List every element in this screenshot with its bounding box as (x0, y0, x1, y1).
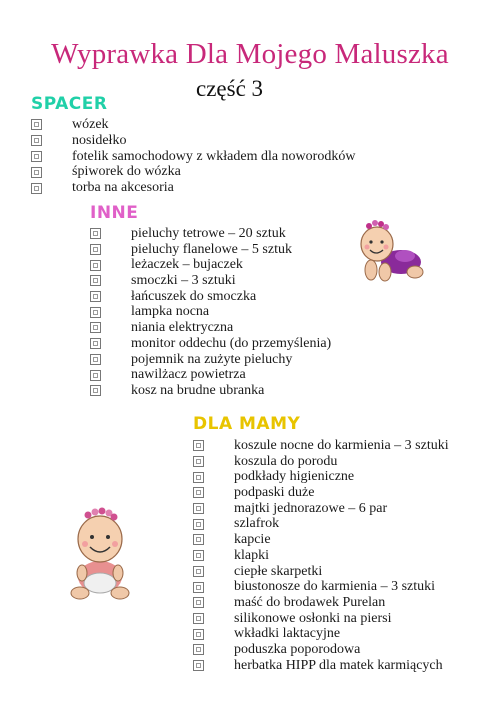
checklist-item (193, 579, 449, 595)
checklist-item-label: silikonowe osłonki na piersi (234, 610, 392, 626)
page-subtitle: część 3 (196, 76, 264, 101)
checklist-item (90, 273, 331, 289)
checkbox-icon[interactable] (193, 597, 204, 608)
checkbox-icon[interactable] (193, 519, 204, 530)
checklist-item (90, 304, 331, 320)
checklist-item (193, 516, 449, 532)
checkbox-icon[interactable] (31, 135, 42, 146)
checklist-item (193, 564, 449, 580)
checkbox-icon[interactable] (31, 167, 42, 178)
checklist-item-label: monitor oddechu (do przemyślenia) (131, 335, 332, 351)
checkbox-icon[interactable] (193, 613, 204, 624)
checklist-item (90, 352, 331, 368)
checkbox-icon[interactable] (193, 629, 204, 640)
checklist-item-label: kapcie (234, 532, 271, 548)
checkbox-icon[interactable] (31, 151, 42, 162)
checklist-item (31, 117, 355, 133)
checklist-item (90, 289, 331, 305)
checkbox-icon[interactable] (90, 260, 101, 271)
checklist-item-label: podkłady higieniczne (234, 469, 355, 485)
checklist-item (193, 548, 449, 564)
checkbox-icon[interactable] (90, 228, 101, 239)
checklist-item (90, 257, 331, 273)
checkbox-icon[interactable] (90, 291, 101, 302)
checkbox-icon[interactable] (193, 440, 204, 451)
checklist-item-label: niania elektryczna (131, 320, 234, 336)
checkbox-icon[interactable] (193, 550, 204, 561)
checklist-item-label: pieluchy flanelowe – 5 sztuk (131, 241, 292, 257)
checklist-item-label: biustonosze do karmienia – 3 sztuki (234, 579, 436, 595)
checklist-item (193, 454, 449, 470)
checklist-item-label: maść do brodawek Purelan (234, 594, 386, 610)
checkbox-icon[interactable] (90, 354, 101, 365)
checklist-item (31, 164, 355, 180)
checkbox-icon[interactable] (90, 307, 101, 318)
section-heading-spacer: SPACER (31, 94, 108, 114)
checklist-item (193, 642, 449, 658)
checkbox-icon[interactable] (193, 503, 204, 514)
checklist-item-label: fotelik samochodowy z wkładem dla noworodków (72, 148, 356, 164)
checklist-item (193, 626, 449, 642)
checklist-item-label: koszule nocne do karmienia – 3 sztuki (234, 438, 449, 453)
checklist-item-label: pieluchy tetrowe – 20 sztuk (131, 226, 286, 241)
checkbox-icon[interactable] (193, 456, 204, 467)
checklist-item (193, 485, 449, 501)
checkbox-icon[interactable] (90, 244, 101, 255)
checkbox-icon[interactable] (31, 183, 42, 194)
checklist-item-label: majtki jednorazowe – 6 par (234, 500, 388, 516)
section-heading-dla-mamy: DLA MAMY (193, 414, 301, 434)
checkbox-icon[interactable] (90, 370, 101, 381)
checklist-item-label: ciepłe skarpetki (234, 563, 323, 579)
checklist-item (90, 226, 331, 242)
checklist-item (90, 242, 331, 258)
checklist-item-label: koszula do porodu (234, 453, 338, 469)
section-heading-inne: INNE (90, 203, 139, 223)
checklist-item-label: herbatka HIPP dla matek karmiących (234, 657, 443, 673)
checkbox-icon[interactable] (90, 322, 101, 333)
checklist-item-label: śpiworek do wózka (72, 164, 181, 180)
checklist-item (90, 320, 331, 336)
sitting-baby-illustration (68, 503, 132, 603)
checkbox-icon[interactable] (31, 119, 42, 130)
checklist-item (193, 501, 449, 517)
checklist-item-label: poduszka poporodowa (234, 641, 361, 657)
checkbox-icon[interactable] (193, 566, 204, 577)
checklist-dla-mamy (193, 438, 449, 673)
checklist-item-label: leżaczek – bujaczek (131, 257, 243, 273)
checkbox-icon[interactable] (90, 338, 101, 349)
checklist-item-label: torba na akcesoria (72, 180, 174, 196)
checklist-item (193, 469, 449, 485)
checkbox-icon[interactable] (90, 385, 101, 396)
crawling-baby-illustration (353, 212, 425, 284)
checkbox-icon[interactable] (193, 644, 204, 655)
checkbox-icon[interactable] (90, 275, 101, 286)
checkbox-icon[interactable] (193, 472, 204, 483)
checkbox-icon[interactable] (193, 660, 204, 671)
checklist-item-label: wkładki laktacyjne (234, 626, 341, 642)
checklist-spacer (31, 117, 355, 196)
checklist-item (193, 532, 449, 548)
checklist-inne (90, 226, 331, 399)
checkbox-icon[interactable] (193, 534, 204, 545)
checkbox-icon[interactable] (193, 582, 204, 593)
checklist-item-label: kosz na brudne ubranka (131, 382, 265, 398)
checkbox-icon[interactable] (193, 487, 204, 498)
checklist-item-label: lampka nocna (131, 304, 210, 320)
checklist-item (31, 133, 355, 149)
checklist-item (90, 383, 331, 399)
checklist-item (193, 438, 449, 454)
checklist-item-label: wózek (72, 117, 109, 133)
checklist-item (193, 658, 449, 674)
checklist-item-label: nawilżacz powietrza (131, 367, 246, 383)
checklist-item-label: klapki (234, 547, 269, 563)
checklist-item-label: pojemnik na zużyte pieluchy (131, 351, 293, 367)
checklist-item-label: łańcuszek do smoczka (131, 288, 257, 304)
checklist-item (193, 595, 449, 611)
checklist-item (193, 611, 449, 627)
checklist-item-label: nosidełko (72, 132, 127, 148)
checklist-item (31, 180, 355, 196)
checklist-item-label: smoczki – 3 sztuki (131, 273, 236, 289)
checklist-item (90, 367, 331, 383)
page-title: Wyprawka Dla Mojego Maluszka (51, 38, 449, 70)
checklist-item-label: podpaski duże (234, 485, 315, 501)
checklist-item (31, 149, 355, 165)
checklist-item-label: szlafrok (234, 516, 280, 532)
checklist-item (90, 336, 331, 352)
